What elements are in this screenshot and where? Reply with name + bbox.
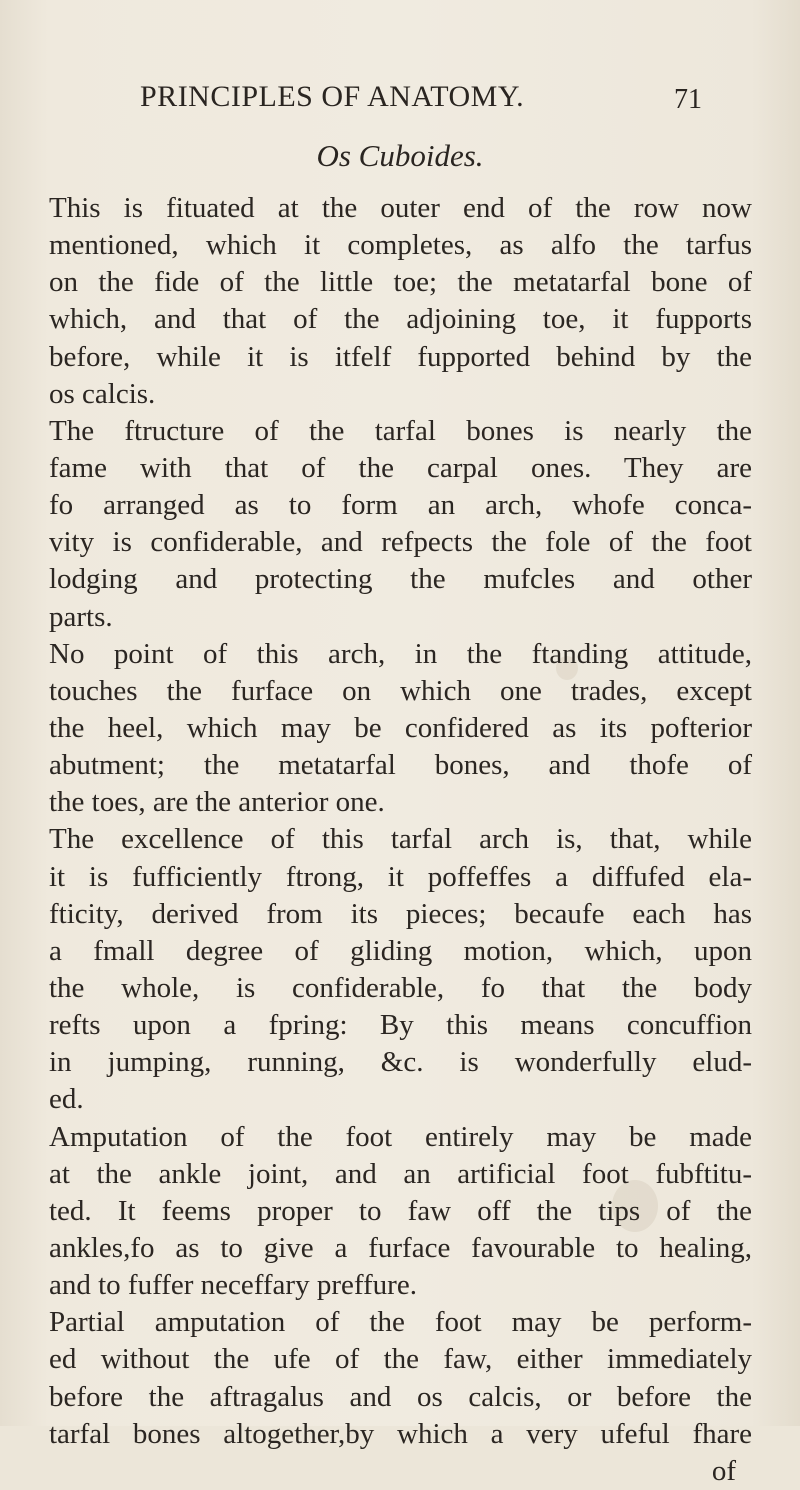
text-line: ankles,fo as to give a furface favourable to healing, — [49, 1231, 752, 1264]
text-line: The excellence of this tarfal arch is, that, while — [49, 823, 752, 856]
text-line: parts. — [49, 600, 113, 633]
text-line: in jumping, running, &c. is wonderfully elud- — [49, 1046, 752, 1079]
page-number: 71 — [674, 84, 702, 115]
text-line: ted. It feems proper to faw off the tips of the — [49, 1194, 752, 1227]
text-line: ed. — [49, 1083, 84, 1116]
text-line: fticity, derived from its pieces; becaufe each has — [49, 897, 752, 930]
text-line: fame with that of the carpal ones. They are — [49, 451, 752, 484]
text-line: vity is confiderable, and refpects the fole of the foot — [49, 526, 752, 559]
text-line: which, and that of the adjoining toe, it fupports — [49, 303, 752, 336]
text-line: Amputation of the foot entirely may be made — [49, 1120, 752, 1153]
text-line: This is fituated at the outer end of the row now — [49, 192, 752, 224]
text-line: at the ankle joint, and an artificial foot fubftitu- — [49, 1157, 752, 1190]
body-text — [49, 190, 752, 1490]
text-line: mentioned, which it completes, as alfo the tarfus — [49, 229, 752, 262]
text-line: No point of this arch, in the ftanding attitude, — [49, 637, 752, 670]
text-line: fo arranged as to form an arch, whofe conca- — [49, 489, 752, 522]
text-line: the toes, are the anterior one. — [49, 786, 385, 819]
section-heading: Os Cuboides. — [316, 138, 484, 173]
text-line: before the aftragalus and os calcis, or before the — [49, 1380, 752, 1413]
text-line: tarfal bones altogether,by which a very ufeful fhare — [49, 1417, 752, 1450]
text-line: touches the furface on which one trades, except — [49, 674, 752, 707]
text-line: it is fufficiently ftrong, it poffeffes a diffufed ela- — [49, 860, 752, 893]
text-line: os calcis. — [49, 377, 156, 410]
text-line: the heel, which may be confidered as its pofterior — [49, 711, 752, 744]
running-head — [140, 80, 700, 120]
text-line: on the fide of the little toe; the metatarfal bone of — [49, 266, 752, 299]
text-line: abutment; the metatarfal bones, and thofe of — [49, 749, 752, 782]
text-line: a fmall degree of gliding motion, which, upon — [49, 934, 752, 967]
text-line: lodging and protecting the mufcles and other — [49, 563, 752, 596]
text-line: The ftructure of the tarfal bones is nearly the — [49, 414, 752, 447]
text-line: refts upon a fpring: By this means concuffion — [49, 1009, 752, 1042]
running-title: PRINCIPLES OF ANATOMY. — [140, 80, 525, 113]
text-line: before, while it is itfelf fupported behind by the — [49, 340, 752, 373]
text-line: ed without the ufe of the faw, either immediately — [49, 1343, 752, 1376]
text-line: Partial amputation of the foot may be perform- — [49, 1306, 752, 1339]
text-line: the whole, is confiderable, fo that the body — [49, 971, 752, 1004]
text-line: and to fuffer neceffary preffure. — [49, 1269, 417, 1302]
catchword: of — [711, 1454, 736, 1487]
